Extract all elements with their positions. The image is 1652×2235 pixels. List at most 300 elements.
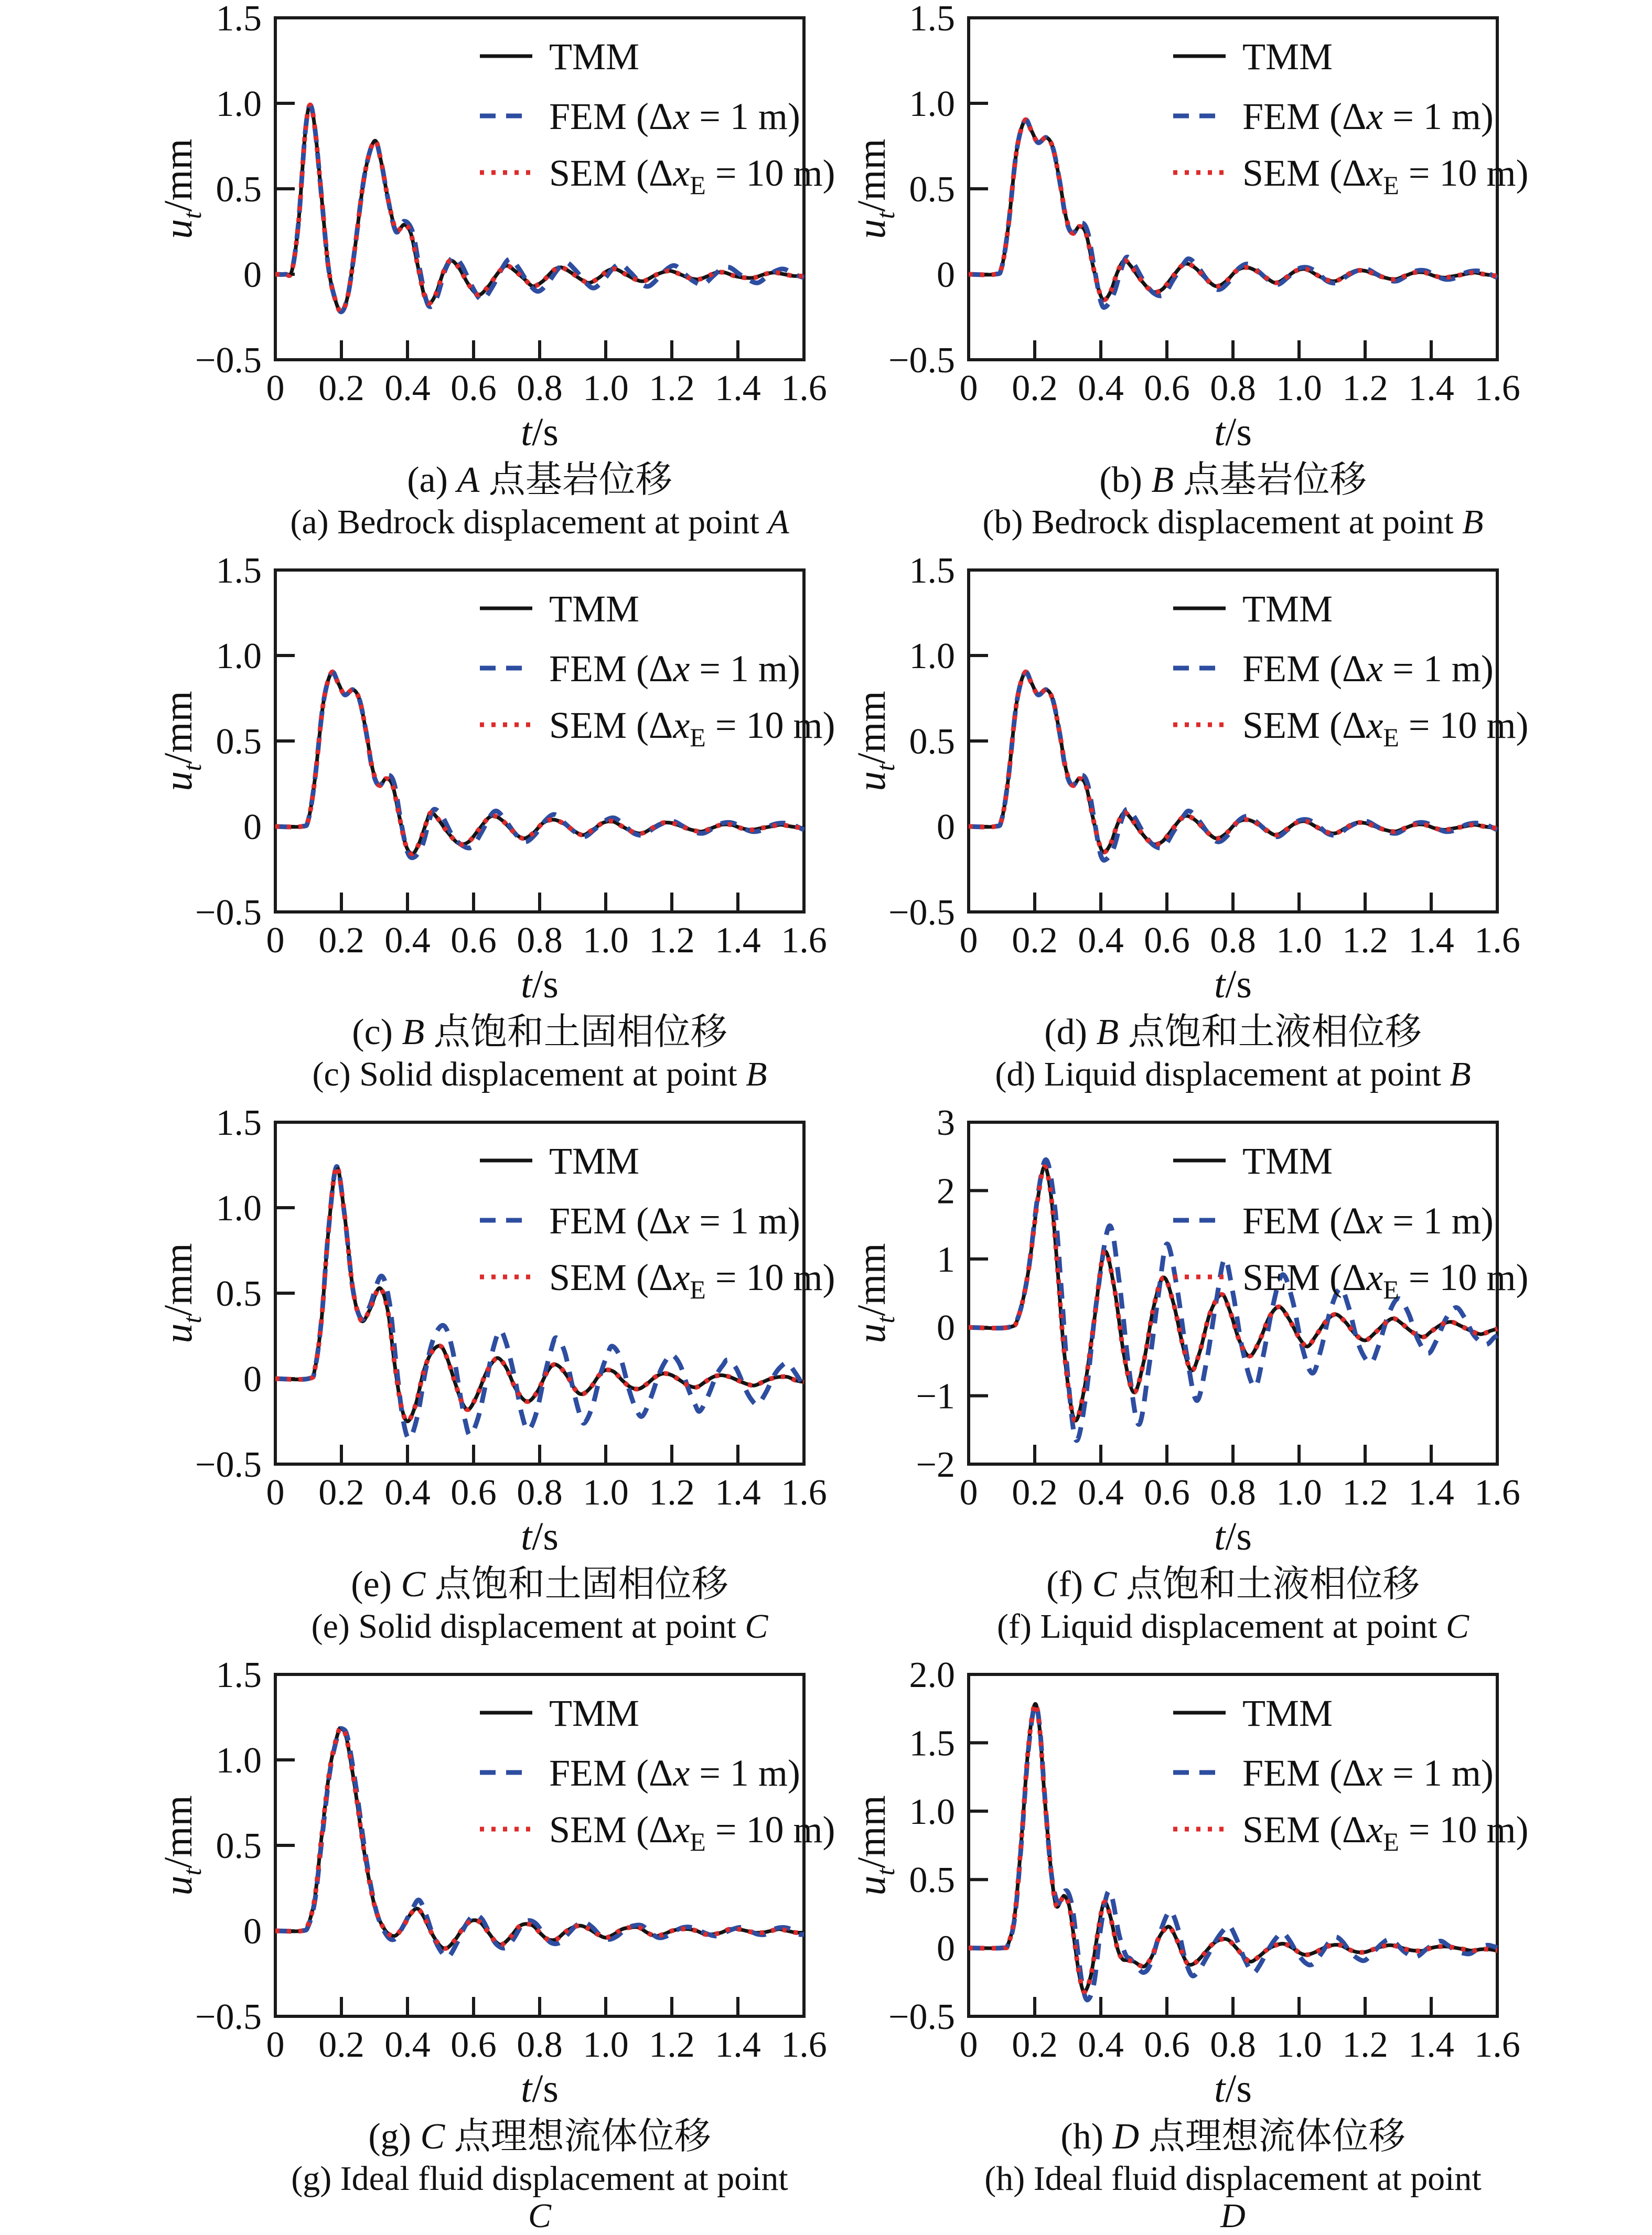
x-tick-label: 0 — [959, 1473, 978, 1513]
y-tick-label: 0.5 — [909, 169, 955, 210]
caption-zh-prefix: (h) — [1060, 2116, 1113, 2157]
x-axis-variable: t — [521, 2067, 532, 2111]
x-tick-label: 1.4 — [715, 2025, 761, 2065]
legend-label-fem-variable: x — [1366, 1200, 1383, 1242]
y-axis-ticks — [970, 1743, 988, 1948]
caption-en-prefix: (h) Ideal fluid displacement at point — [984, 2159, 1482, 2198]
x-tick-label: 1.4 — [715, 920, 761, 961]
legend-item — [480, 95, 800, 137]
y-tick-label: −0.5 — [195, 1445, 262, 1485]
caption-en-prefix: (a) Bedrock displacement at point — [290, 502, 768, 541]
caption-point-letter: B — [402, 1012, 425, 1052]
x-tick-label: 1.6 — [1474, 1473, 1520, 1513]
legend-label-fem-variable: x — [673, 1200, 690, 1242]
legend-label-fem-suffix: = 1 m) — [1383, 648, 1494, 690]
y-axis-subscript: t — [871, 764, 900, 771]
x-tick-label: 0.2 — [318, 2025, 364, 2065]
x-axis-unit: /s — [1225, 1514, 1252, 1559]
x-axis-ticks — [1035, 1445, 1431, 1463]
curves — [275, 672, 804, 857]
legend-item — [480, 1692, 639, 1734]
caption-point-letter: A — [457, 460, 480, 500]
x-tick-label: 1.4 — [1408, 368, 1454, 409]
x-tick-label: 0.2 — [1012, 920, 1058, 961]
legend-label-tmm: TMM — [1242, 1692, 1333, 1734]
x-tick-label: 1.6 — [781, 1473, 827, 1513]
y-axis-label — [850, 1243, 900, 1343]
y-tick-label: 1.0 — [216, 636, 262, 676]
legend-label-fem-variable: x — [1366, 1752, 1383, 1794]
caption-point-letter: B — [1096, 1012, 1119, 1052]
x-tick-label: 0 — [266, 1473, 285, 1513]
legend-item — [1173, 1140, 1333, 1182]
x-axis-ticks — [1035, 340, 1431, 358]
caption-zh — [275, 460, 804, 500]
caption-zh-prefix: (a) — [407, 460, 457, 500]
legend — [1173, 1692, 1528, 1856]
x-tick-label: 0.8 — [517, 920, 563, 961]
legend-label-fem-prefix: FEM (Δ — [1242, 648, 1367, 690]
y-axis-ticks — [970, 103, 988, 274]
y-tick-label: 1.0 — [909, 1791, 955, 1832]
legend-text-tmm — [549, 588, 639, 630]
x-tick-label: 0 — [959, 2025, 978, 2065]
caption-point-letter: C — [1092, 1564, 1117, 1605]
legend-text-tmm — [549, 36, 639, 78]
legend-label-fem-variable: x — [1366, 95, 1383, 137]
legend-label-fem-prefix: FEM (Δ — [549, 95, 673, 137]
legend-label-fem-suffix: = 1 m) — [690, 648, 800, 690]
legend-label-fem-suffix: = 1 m) — [690, 1752, 800, 1794]
legend-text-fem — [1242, 1200, 1494, 1242]
legend-item — [1173, 588, 1333, 630]
y-axis-ticks — [970, 1190, 988, 1395]
x-axis-ticks — [341, 340, 738, 358]
caption-zh-text: 点基岩位移 — [479, 460, 672, 500]
legend-label-sem-variable: x — [1366, 1256, 1383, 1298]
caption-zh-text: 点理想流体位移 — [1139, 2116, 1406, 2157]
y-tick-label: 1.0 — [909, 84, 955, 124]
y-axis-subscript: t — [871, 211, 900, 219]
caption-block — [275, 2117, 804, 2234]
y-tick-label: −0.5 — [888, 1997, 955, 2037]
caption-zh — [275, 2117, 804, 2157]
caption-block — [275, 460, 804, 541]
legend-item — [480, 1200, 800, 1242]
x-axis-ticks — [341, 1997, 738, 2015]
caption-en-prefix: (e) Solid displacement at point — [311, 1607, 745, 1646]
legend-label-sem-suffix: = 10 m) — [705, 1809, 835, 1851]
caption-en-prefix: (f) Liquid displacement at point — [997, 1607, 1446, 1646]
y-axis-variable: u — [156, 771, 200, 791]
legend-label-fem-suffix: = 1 m) — [1383, 1200, 1494, 1242]
legend-label-sem-prefix: SEM (Δ — [549, 1256, 673, 1298]
y-tick-label: 0 — [937, 807, 955, 847]
y-axis-label — [850, 691, 900, 791]
caption-zh — [969, 1565, 1497, 1605]
legend-item — [1173, 95, 1494, 137]
x-tick-label: 0.4 — [384, 920, 431, 961]
caption-block — [969, 2117, 1497, 2234]
x-tick-label: 1.2 — [1342, 920, 1388, 961]
legend-label-fem-prefix: FEM (Δ — [1242, 95, 1367, 137]
caption-zh — [969, 460, 1497, 500]
curves — [969, 1704, 1497, 2000]
caption-en-point-letter: B — [746, 1055, 767, 1093]
x-tick-label: 0.2 — [318, 1473, 364, 1513]
legend-item — [1173, 704, 1528, 752]
caption-en — [275, 1608, 804, 1645]
x-axis-label — [521, 2067, 559, 2111]
x-tick-label: 1.0 — [583, 1473, 629, 1513]
subplot-panel — [0, 1655, 835, 2235]
legend-text-sem — [1242, 704, 1528, 752]
legend-item — [480, 1140, 639, 1182]
x-tick-label: 1.0 — [583, 368, 629, 409]
y-tick-label: −0.5 — [888, 893, 955, 933]
legend-text-tmm — [1242, 1140, 1333, 1182]
legend — [480, 1140, 835, 1304]
caption-zh-prefix: (d) — [1044, 1012, 1097, 1052]
x-axis-ticks — [1035, 1997, 1431, 2015]
legend-text-sem — [1242, 1256, 1528, 1304]
legend-label-sem-variable: x — [1366, 1809, 1383, 1851]
caption-block — [969, 1013, 1497, 1093]
x-tick-label: 0 — [959, 920, 978, 961]
x-tick-label: 0.4 — [1078, 1473, 1124, 1513]
legend-label-sem-variable: x — [1366, 704, 1383, 746]
y-tick-label: −0.5 — [888, 340, 955, 381]
y-tick-label: 1 — [937, 1239, 955, 1280]
x-tick-label: 1.4 — [715, 368, 761, 409]
y-tick-label: −0.5 — [195, 340, 262, 381]
y-tick-label: 1.5 — [909, 1723, 955, 1764]
x-tick-label: 0.8 — [517, 2025, 563, 2065]
y-tick-label: 1.0 — [909, 636, 955, 676]
caption-en-prefix: (c) Solid displacement at point — [312, 1055, 746, 1093]
legend-item — [480, 1752, 800, 1794]
y-axis-subscript: t — [177, 211, 207, 219]
legend-text-fem — [549, 1200, 800, 1242]
curve-fem — [969, 1705, 1497, 2000]
legend — [480, 36, 835, 200]
y-tick-label: 0 — [937, 1308, 955, 1349]
x-axis-label — [521, 1514, 559, 1559]
caption-en-prefix: (b) Bedrock displacement at point — [982, 502, 1463, 541]
legend-label-fem-prefix: FEM (Δ — [1242, 1200, 1367, 1242]
legend — [480, 588, 835, 752]
subplot-panel — [826, 1655, 1652, 2235]
y-tick-label: 0.5 — [216, 169, 262, 210]
caption-en-prefix: (g) Ideal fluid displacement at point — [291, 2159, 788, 2198]
legend-text-fem — [549, 95, 800, 137]
y-axis-ticks — [277, 1760, 295, 1931]
legend-item — [1173, 152, 1528, 200]
legend-label-fem-suffix: = 1 m) — [1383, 95, 1494, 137]
legend-label-sem-suffix: = 10 m) — [1399, 704, 1529, 746]
legend-label-fem-prefix: FEM (Δ — [549, 1752, 673, 1794]
x-axis-unit: /s — [1225, 962, 1252, 1006]
x-axis-unit: /s — [1225, 2067, 1252, 2111]
y-tick-label: 1.5 — [216, 1103, 262, 1143]
y-axis-ticks — [277, 103, 295, 274]
x-tick-label: 0.8 — [1210, 1473, 1256, 1513]
legend-text-fem — [1242, 1752, 1494, 1794]
x-axis-unit: /s — [532, 1514, 559, 1559]
y-axis-label — [156, 1795, 207, 1895]
legend-label-sem-prefix: SEM (Δ — [1242, 1809, 1367, 1851]
caption-zh-prefix: (c) — [352, 1012, 402, 1052]
x-tick-label: 1.4 — [1408, 2025, 1454, 2065]
x-axis-variable: t — [1214, 962, 1226, 1006]
y-tick-label: 0 — [937, 1928, 955, 1969]
x-tick-label: 0.4 — [1078, 368, 1124, 409]
caption-en-point-letter: C — [528, 2196, 552, 2235]
y-tick-label: −0.5 — [195, 893, 262, 933]
legend-text-sem — [1242, 152, 1528, 200]
legend-label-fem-suffix: = 1 m) — [690, 1200, 800, 1242]
y-axis-variable: u — [850, 1875, 894, 1896]
caption-zh-text: 点饱和土固相位移 — [424, 1012, 727, 1052]
legend-label-sem-subscript: E — [1383, 170, 1399, 200]
x-tick-label: 0 — [266, 2025, 285, 2065]
x-axis-unit: /s — [532, 410, 559, 454]
x-tick-label: 1.6 — [781, 920, 827, 961]
subplot-panel — [0, 0, 835, 552]
legend-label-sem-variable: x — [673, 152, 690, 194]
x-tick-label: 0.4 — [1078, 920, 1124, 961]
x-tick-label: 0.2 — [1012, 2025, 1058, 2065]
legend-label-fem-prefix: FEM (Δ — [549, 648, 673, 690]
caption-en — [275, 1056, 804, 1093]
y-axis-ticks — [277, 1208, 295, 1379]
x-axis-variable: t — [1214, 1514, 1226, 1559]
y-tick-label: 2 — [937, 1171, 955, 1212]
subplot-panel — [826, 0, 1652, 552]
caption-zh — [969, 1013, 1497, 1052]
y-axis-unit: /mm — [850, 1243, 894, 1316]
y-axis-subscript: t — [177, 1868, 207, 1876]
curves — [969, 672, 1497, 860]
curve-fem — [969, 672, 1497, 860]
caption-en — [275, 503, 804, 541]
y-axis-label — [156, 1243, 207, 1343]
x-tick-label: 0.6 — [1144, 2025, 1190, 2065]
legend-label-tmm: TMM — [549, 588, 640, 630]
legend-label-fem-variable: x — [673, 1752, 690, 1794]
y-axis-unit: /mm — [156, 691, 200, 764]
x-tick-label: 0.4 — [384, 2025, 431, 2065]
x-tick-label: 0.2 — [1012, 1473, 1058, 1513]
legend-text-tmm — [549, 1692, 639, 1734]
x-axis-label — [1214, 410, 1252, 454]
x-tick-label: 1.2 — [649, 368, 695, 409]
curves — [969, 120, 1497, 307]
legend-label-sem-variable: x — [673, 1809, 690, 1851]
y-axis-subscript: t — [871, 1868, 900, 1876]
y-tick-label: 0.5 — [216, 1826, 262, 1866]
legend-text-sem — [549, 1256, 835, 1304]
legend — [1173, 588, 1528, 752]
y-axis-unit: /mm — [156, 1243, 200, 1316]
legend-label-tmm: TMM — [549, 36, 640, 78]
legend-item — [480, 1809, 835, 1856]
caption-en-point-letter: C — [1445, 1607, 1469, 1646]
y-tick-label: 0 — [243, 1911, 262, 1952]
legend-label-tmm: TMM — [549, 1692, 640, 1734]
x-tick-label: 0 — [266, 368, 285, 409]
legend-label-fem-suffix: = 1 m) — [1383, 1752, 1494, 1794]
x-axis-variable: t — [521, 1514, 532, 1559]
caption-en-point-letter: A — [768, 502, 789, 541]
x-tick-label: 1.2 — [649, 2025, 695, 2065]
y-axis-label — [850, 138, 900, 239]
y-tick-label: −1 — [916, 1376, 955, 1417]
x-tick-label: 1.4 — [1408, 1473, 1454, 1513]
legend-text-tmm — [1242, 1692, 1333, 1734]
x-tick-label: 0 — [266, 920, 285, 961]
legend-item — [480, 704, 835, 752]
legend-label-sem-subscript: E — [1383, 1275, 1399, 1304]
x-axis-variable: t — [521, 410, 532, 454]
legend-item — [480, 36, 639, 78]
curve-fem — [969, 120, 1497, 307]
x-axis-unit: /s — [532, 2067, 559, 2111]
x-axis-unit: /s — [532, 962, 559, 1006]
y-axis-variable: u — [156, 1323, 200, 1344]
legend-label-sem-subscript: E — [690, 723, 706, 752]
legend-label-tmm: TMM — [1242, 588, 1333, 630]
y-tick-label: 0 — [243, 255, 262, 295]
caption-en-point-letter: B — [1450, 1055, 1471, 1093]
legend-label-fem-prefix: FEM (Δ — [1242, 1752, 1367, 1794]
y-tick-label: 3 — [937, 1103, 955, 1143]
x-tick-label: 0.4 — [384, 368, 431, 409]
caption-point-letter: C — [401, 1564, 426, 1605]
caption-en — [969, 1056, 1497, 1093]
caption-block — [275, 1013, 804, 1093]
subplot-panel — [0, 551, 835, 1104]
x-tick-label: 1.0 — [1276, 920, 1322, 961]
x-tick-label: 1.6 — [781, 368, 827, 409]
caption-en — [969, 2160, 1497, 2235]
x-axis-ticks — [341, 893, 738, 910]
y-tick-label: −0.5 — [195, 1997, 262, 2037]
y-axis-unit: /mm — [850, 138, 894, 212]
x-tick-label: 0.8 — [1210, 2025, 1256, 2065]
legend-label-fem-suffix: = 1 m) — [690, 95, 800, 137]
legend — [480, 1692, 835, 1856]
caption-point-letter: D — [1112, 2116, 1140, 2157]
legend-label-sem-prefix: SEM (Δ — [549, 152, 673, 194]
legend-text-fem — [549, 1752, 800, 1794]
y-tick-label: 0.5 — [216, 1274, 262, 1314]
y-tick-label: 0.5 — [909, 722, 955, 762]
y-tick-label: 0 — [937, 255, 955, 295]
legend-label-sem-variable: x — [1366, 152, 1383, 194]
legend-text-fem — [1242, 95, 1494, 137]
caption-zh-prefix: (e) — [351, 1564, 401, 1605]
caption-zh-prefix: (f) — [1046, 1564, 1092, 1605]
x-axis-variable: t — [1214, 2067, 1226, 2111]
legend-label-fem-variable: x — [673, 95, 690, 137]
x-tick-label: 0.8 — [1210, 920, 1256, 961]
legend-label-sem-prefix: SEM (Δ — [549, 704, 673, 746]
x-tick-label: 1.0 — [1276, 368, 1322, 409]
x-axis-variable: t — [1214, 410, 1226, 454]
y-tick-label: 2.0 — [909, 1655, 955, 1695]
legend-label-sem-prefix: SEM (Δ — [549, 1809, 673, 1851]
y-tick-label: 0.5 — [216, 722, 262, 762]
legend-label-sem-subscript: E — [690, 1275, 706, 1304]
y-axis-ticks — [277, 656, 295, 826]
x-tick-label: 1.0 — [583, 2025, 629, 2065]
subplot-panel — [826, 1104, 1652, 1657]
x-tick-label: 1.6 — [781, 2025, 827, 2065]
y-tick-label: 0.5 — [909, 1860, 955, 1901]
x-tick-label: 0.6 — [1144, 920, 1190, 961]
x-tick-label: 1.0 — [1276, 1473, 1322, 1513]
legend-item — [480, 1256, 835, 1304]
legend-text-sem — [549, 704, 835, 752]
caption-zh-text: 点饱和土液相位移 — [1117, 1564, 1420, 1605]
y-tick-label: 0 — [243, 1359, 262, 1400]
legend-text-sem — [1242, 1809, 1528, 1856]
x-tick-label: 1.2 — [1342, 368, 1388, 409]
legend — [1173, 1140, 1528, 1304]
legend-item — [1173, 1692, 1333, 1734]
x-tick-label: 0.2 — [318, 920, 364, 961]
y-axis-variable: u — [850, 1323, 894, 1344]
y-axis-unit: /mm — [156, 138, 200, 212]
legend-label-sem-suffix: = 10 m) — [705, 704, 835, 746]
x-tick-label: 1.6 — [1474, 2025, 1520, 2065]
x-tick-label: 0.8 — [517, 1473, 563, 1513]
legend-label-tmm: TMM — [1242, 36, 1333, 78]
x-axis-label — [521, 410, 559, 454]
x-tick-label: 1.6 — [1474, 368, 1520, 409]
caption-zh-prefix: (b) — [1099, 460, 1152, 500]
caption-zh-text: 点饱和土液相位移 — [1119, 1012, 1422, 1052]
x-tick-label: 1.2 — [1342, 1473, 1388, 1513]
x-tick-label: 0.4 — [384, 1473, 431, 1513]
y-tick-label: 0 — [243, 807, 262, 847]
y-axis-variable: u — [850, 219, 894, 239]
legend-label-sem-suffix: = 10 m) — [1399, 1256, 1529, 1298]
y-axis-unit: /mm — [850, 1795, 894, 1868]
x-tick-label: 0.6 — [450, 920, 497, 961]
y-axis-label — [156, 691, 207, 791]
caption-en — [969, 1608, 1497, 1645]
y-tick-label: 1.0 — [216, 1188, 262, 1229]
x-axis-label — [521, 962, 559, 1006]
legend-label-tmm: TMM — [549, 1140, 640, 1182]
x-tick-label: 0.4 — [1078, 2025, 1124, 2065]
legend-text-sem — [549, 152, 835, 200]
legend-item — [480, 152, 835, 200]
subplot-panel — [826, 552, 1652, 1104]
legend-label-fem-variable: x — [1366, 648, 1383, 690]
y-axis-unit: /mm — [156, 1795, 200, 1868]
legend — [1173, 36, 1528, 200]
x-axis-variable: t — [521, 962, 532, 1006]
caption-block — [275, 1565, 804, 1645]
x-axis-label — [1214, 1514, 1252, 1559]
legend-text-tmm — [549, 1140, 639, 1182]
y-axis-variable: u — [156, 219, 200, 239]
y-axis-subscript: t — [177, 1316, 207, 1324]
curve-sem — [275, 672, 804, 854]
